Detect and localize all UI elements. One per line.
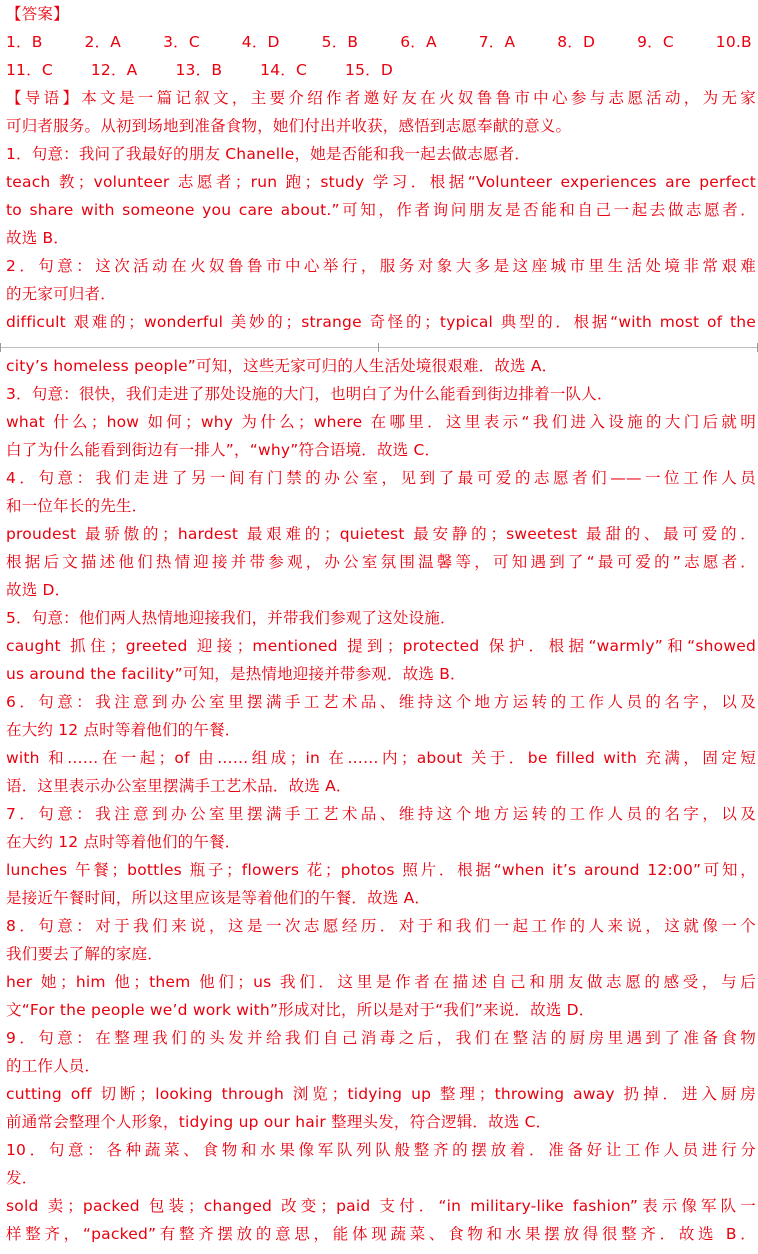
answer-item: 11．C: [6, 61, 53, 79]
answer-item: 3．C: [163, 33, 200, 51]
answer-item: 14．C: [260, 61, 308, 79]
text-line: to share with someone you care about.”可知，作者询问朋友是否能和自己一起去做志愿者．: [6, 201, 756, 219]
page-break-rule: [0, 347, 758, 348]
text-line: 3．句意：很快，我们走进了那处设施的大门，也明白了为什么能看到街边排着一队人．: [6, 385, 613, 403]
text-line: 发．: [6, 1169, 38, 1187]
text-line: 白了为什么能看到街边有一排人”，“why”符合语境．故选 C．: [6, 441, 441, 459]
text-line: 的工作人员．: [6, 1057, 101, 1075]
text-line: 在大约 12 点时等着他们的午餐．: [6, 721, 241, 739]
text-line: lunches 午餐；bottles 瓶子；flowers 花；photos 照片．根据“when it’s around 12:00”可知，: [6, 861, 756, 879]
answer-item: 12．A: [90, 61, 138, 79]
text-line: 前通常会整理个人形象，tidying up our hair 整理头发，符合逻辑．故选 C．: [6, 1113, 552, 1131]
text-line: 和一位年长的先生．: [6, 497, 148, 515]
text-line: caught 抓住；greeted 迎接；mentioned 提到；protected 保护．根据“warmly”和“showed: [6, 637, 756, 655]
text-line: 9．句意：在整理我们的头发并给我们自己消毒之后，我们在整洁的厨房里遇到了准备食物: [6, 1029, 756, 1047]
answer-item: 1．B: [6, 33, 43, 51]
page-break-separator: [0, 343, 758, 352]
answer-item: 5．B: [321, 33, 359, 51]
text-line: 故选 D．: [6, 581, 71, 599]
answer-item: 9．C: [637, 33, 674, 51]
answer-item: 7．A: [478, 33, 516, 51]
text-line: 8．句意：对于我们来说，这是一次志愿经历．对于和我们一起工作的人来说，这就像一个: [6, 917, 756, 935]
text-line: 根据后文描述他们热情迎接并带参观，办公室氛围温馨等，可知遇到了“最可爱的”志愿者．: [6, 553, 756, 571]
text-line: 6．句意：我注意到办公室里摆满手工艺术品、维持这个地方运转的工作人员的名字，以及: [6, 693, 756, 711]
text-line: us around the facility”可知，是热情地迎接并带参观．故选 B．: [6, 665, 466, 683]
text-line: 7．句意：我注意到办公室里摆满手工艺术品、维持这个地方运转的工作人员的名字，以及: [6, 805, 756, 823]
answer-item: 15．D: [345, 61, 393, 79]
text-line: 故选 B．: [6, 229, 70, 247]
text-line: city’s homeless people”可知，这些无家可归的人生活处境很艰难．故选 A．: [6, 357, 558, 375]
answer-item: 13．B: [175, 61, 223, 79]
answer-item: 8．D: [557, 33, 596, 51]
text-line: what 什么；how 如何；why 为什么；where 在哪里．这里表示“我们进入设施的大门后就明: [6, 413, 756, 431]
answer-item: 2．A: [84, 33, 122, 51]
text-line: 语．这里表示办公室里摆满手工艺术品．故选 A．: [6, 777, 352, 795]
answers-row-2: [0, 56, 758, 84]
page-break-mark: [378, 343, 379, 352]
answer-item: 4．D: [241, 33, 280, 51]
text-line: difficult 艰难的；wonderful 美妙的；strange 奇怪的；typical 典型的．根据“with most of the: [6, 313, 756, 331]
text-line: 在大约 12 点时等着他们的午餐．: [6, 833, 241, 851]
answer-item: 6．A: [400, 33, 437, 51]
text-line: 我们要去了解的家庭．: [6, 945, 164, 963]
answers-row-1: [0, 28, 758, 56]
answer-item: 10.B: [715, 33, 752, 51]
text-line: 2．句意：这次活动在火奴鲁鲁市中心举行，服务对象大多是这座城市里生活处境非常艰难: [6, 257, 756, 275]
text-line: sold 卖；packed 包装；changed 改变；paid 支付．“in military-like fashion”表示像军队一: [6, 1197, 756, 1215]
text-line: 1．句意：我问了我最好的朋友 Chanelle，她是否能和我一起去做志愿者．: [6, 145, 531, 163]
text-line: 可归者服务。从初到场地到准备食物，她们付出并收获，感悟到志愿奉献的意义。: [6, 117, 572, 135]
text-line: teach 教；volunteer 志愿者；run 跑；study 学习．根据“Volunteer experiences are perfect: [6, 173, 756, 191]
text-line: 样整齐，“packed”有整齐摆放的意思，能体现蔬菜、食物和水果摆放得很整齐．故选 B．: [6, 1225, 756, 1243]
explanation-top: [0, 84, 758, 336]
text-line: 是接近午餐时间，所以这里应该是等着他们的午餐．故选 A．: [6, 889, 431, 907]
explanation-bottom: [0, 352, 758, 1248]
answer-header: 【答案】: [6, 5, 69, 23]
text-line: proudest 最骄傲的；hardest 最艰难的；quietest 最安静的；sweetest 最甜的、最可爱的．: [6, 525, 756, 543]
text-line: 的无家可归者．: [6, 285, 116, 303]
text-line: 5．句意：他们两人热情地迎接我们，并带我们参观了这处设施．: [6, 609, 456, 627]
text-line: 4．句意：我们走进了另一间有门禁的办公室，见到了最可爱的志愿者们——一位工作人员: [6, 469, 756, 487]
page-bottom-section: [0, 352, 758, 1254]
page-top-section: [0, 0, 758, 343]
text-line: her 她；him 他；them 他们；us 我们．这里是作者在描述自己和朋友做志愿的感受，与后: [6, 973, 756, 991]
text-line: 10．句意：各种蔬菜、食物和水果像军队列队般整齐的摆放着．准备好让工作人员进行分: [6, 1141, 756, 1159]
text-line: with 和……在一起；of 由……组成；in 在……内；about 关于．be filled with 充满，固定短: [6, 749, 756, 767]
page-break-mark: [0, 343, 1, 352]
text-line: 【导语】本文是一篇记叙文，主要介绍作者邀好友在火奴鲁鲁市中心参与志愿活动，为无家: [6, 89, 756, 107]
text-line: 文“For the people we’d work with”形成对比，所以是对于“我们”来说．故选 D．: [6, 1001, 595, 1019]
text-line: cutting off 切断；looking through 浏览；tidying up 整理；throwing away 扔掉．进入厨房: [6, 1085, 756, 1103]
